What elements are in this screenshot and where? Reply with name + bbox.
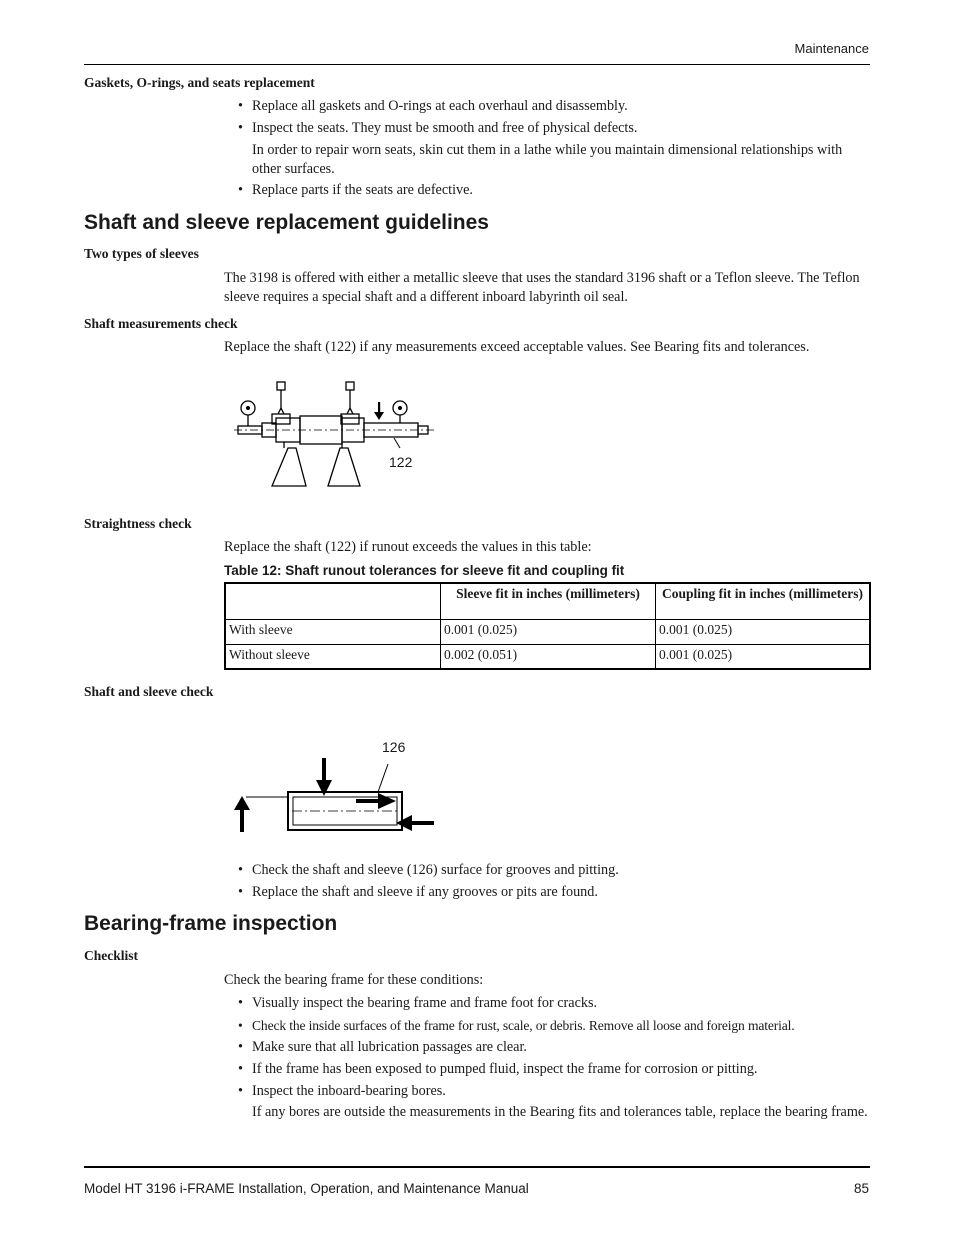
list-item: • Visually inspect the bearing frame and frame foot for cracks.: [238, 994, 870, 1013]
figure-label-122: 122: [389, 454, 413, 470]
list-item: • Check the shaft and sleeve (126) surface for grooves and pitting.: [238, 861, 870, 880]
list-item: • Make sure that all lubrication passages are clear.: [238, 1038, 870, 1057]
table-cell: 0.002 (0.051): [441, 644, 656, 669]
section-title-bearing-frame: Bearing-frame inspection: [84, 912, 338, 935]
straightness-heading: Straightness check: [84, 516, 192, 531]
table-caption: Table 12: Shaft runout tolerances for sleeve fit and coupling fit: [224, 563, 625, 578]
sleeve-check-bullets: [238, 861, 870, 905]
sleeve-check-heading: Shaft and sleeve check: [84, 684, 214, 699]
list-item: • Replace parts if the seats are defective.: [238, 181, 870, 200]
table-cell: 0.001 (0.025): [656, 619, 871, 644]
measure-text: Replace the shaft (122) if any measurements exceed acceptable values. See Bearing fits and tolerances.: [224, 339, 810, 355]
list-item: • Inspect the inboard-bearing bores.: [238, 1082, 870, 1101]
table-cell: 0.001 (0.025): [656, 644, 871, 669]
list-item: • Replace all gaskets and O-rings at each overhaul and disassembly.: [238, 97, 870, 116]
footer-manual-title: Model HT 3196 i-FRAME Installation, Operation, and Maintenance Manual: [84, 1181, 529, 1196]
list-item: • Replace the shaft and sleeve if any grooves or pits are found.: [238, 883, 870, 902]
running-header: Maintenance: [794, 41, 869, 56]
table-header-row: [225, 583, 870, 619]
table-cell: 0.001 (0.025): [441, 619, 656, 644]
sleeve-check-figure: [232, 756, 442, 836]
gaskets-bullets: [238, 97, 870, 141]
checklist-note: If any bores are outside the measurements in the Bearing fits and tolerances table, replace the bearing frame.: [252, 1104, 868, 1120]
list-item: • Inspect the seats. They must be smooth and free of physical defects.: [238, 119, 870, 138]
footer-rule: [84, 1166, 870, 1168]
measure-heading: Shaft measurements check: [84, 316, 238, 331]
header-rule: [84, 64, 870, 65]
gaskets-heading: Gaskets, O-rings, and seats replacement: [84, 75, 315, 90]
table-header-cell: [225, 583, 441, 619]
checklist-intro: Check the bearing frame for these conditions:: [224, 972, 484, 988]
figure-label-126: 126: [382, 739, 406, 755]
list-item: • If the frame has been exposed to pumped fluid, inspect the frame for corrosion or pitting.: [238, 1060, 870, 1079]
table-header-cell: Coupling fit in inches (millimeters): [656, 583, 871, 619]
two-types-text: The 3198 is offered with either a metallic sleeve that uses the standard 3196 shaft or a Teflon sleeve. The Teflon sleeve requires a special shaft and a different inboard labyrinth oil seal.: [224, 270, 860, 305]
straightness-text: Replace the shaft (122) if runout exceeds the values in this table:: [224, 539, 592, 555]
table-row: [225, 619, 870, 644]
runout-table: [224, 582, 871, 670]
gaskets-note: In order to repair worn seats, skin cut them in a lathe while you maintain dimensional relationships with other surfaces.: [252, 142, 843, 177]
checklist-heading: Checklist: [84, 948, 138, 963]
shaft-measurement-figure: [230, 378, 440, 488]
page-number: 85: [853, 1181, 869, 1196]
table-cell: Without sleeve: [225, 644, 441, 669]
checklist-bullets: [238, 994, 870, 1104]
table-header-cell: Sleeve fit in inches (millimeters): [441, 583, 656, 619]
table-cell: With sleeve: [225, 619, 441, 644]
section-title-shaft-sleeve: Shaft and sleeve replacement guidelines: [84, 211, 489, 234]
table-row: [225, 644, 870, 669]
list-item: • Check the inside surfaces of the frame for rust, scale, or debris. Remove all loose and foreign material.: [238, 1016, 870, 1035]
two-types-heading: Two types of sleeves: [84, 246, 199, 261]
gaskets-bullets-2: [238, 181, 870, 203]
